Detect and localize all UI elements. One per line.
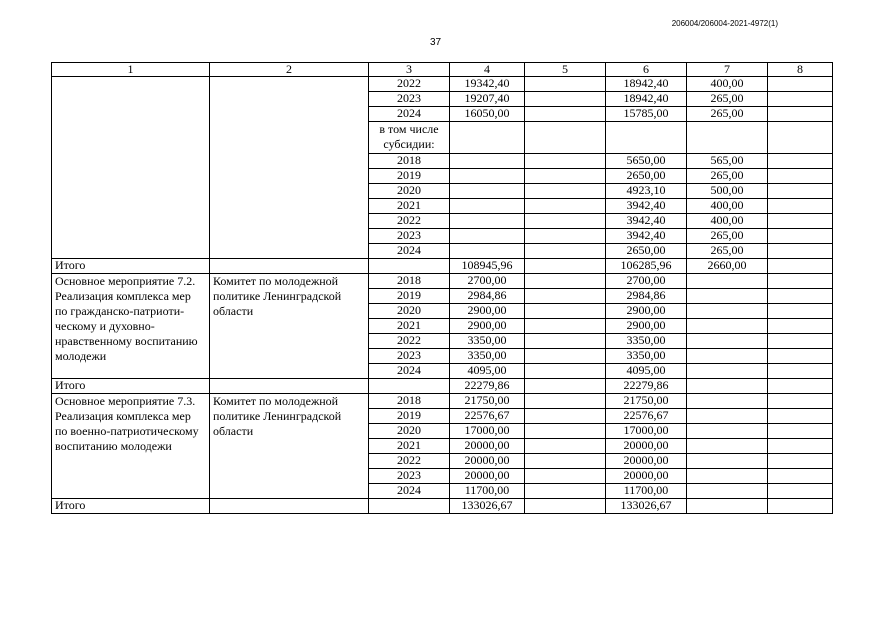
- table-header-row: [52, 63, 833, 77]
- amount-cell: 2900,00: [606, 304, 687, 319]
- empty-cell: [525, 439, 606, 454]
- year-cell: 2018: [369, 154, 450, 169]
- amount-cell: 2984,86: [450, 289, 525, 304]
- total-row: [52, 379, 833, 394]
- table-row: [52, 77, 833, 92]
- empty-cell: [450, 229, 525, 244]
- empty-cell: [525, 92, 606, 107]
- total-amount: 106285,96: [606, 259, 687, 274]
- amount-cell: 20000,00: [450, 439, 525, 454]
- total-amount: 133026,67: [606, 499, 687, 514]
- empty-cell: [525, 454, 606, 469]
- executor-cell: Комитет по молодежной политике Ленинградской области: [210, 394, 369, 499]
- year-cell: 2018: [369, 394, 450, 409]
- year-cell: 2021: [369, 199, 450, 214]
- amount-cell: 15785,00: [606, 107, 687, 122]
- empty-cell: [525, 122, 606, 154]
- empty-cell: [606, 122, 687, 154]
- empty-cell: [768, 499, 833, 514]
- empty-cell: [450, 184, 525, 199]
- amount-cell: 2650,00: [606, 244, 687, 259]
- empty-cell: [210, 499, 369, 514]
- total-amount: 22279,86: [450, 379, 525, 394]
- amount-cell: 16050,00: [450, 107, 525, 122]
- year-cell: 2023: [369, 469, 450, 484]
- empty-cell: [768, 77, 833, 92]
- empty-cell: [450, 244, 525, 259]
- amount-cell: 20000,00: [606, 439, 687, 454]
- empty-cell: [768, 154, 833, 169]
- amount-cell: 2984,86: [606, 289, 687, 304]
- subsidy-label: в том числе субсидии:: [369, 122, 450, 154]
- amount-cell: 400,00: [687, 77, 768, 92]
- empty-cell: [687, 334, 768, 349]
- empty-cell: [687, 484, 768, 499]
- empty-cell: [525, 77, 606, 92]
- year-cell: 2020: [369, 184, 450, 199]
- amount-cell: 2900,00: [450, 319, 525, 334]
- amount-cell: 265,00: [687, 169, 768, 184]
- empty-cell: [525, 499, 606, 514]
- amount-cell: 11700,00: [606, 484, 687, 499]
- empty-cell: [768, 334, 833, 349]
- amount-cell: 3350,00: [450, 349, 525, 364]
- empty-cell: [525, 394, 606, 409]
- column-header: 4: [450, 63, 525, 77]
- year-cell: 2021: [369, 319, 450, 334]
- year-cell: 2022: [369, 77, 450, 92]
- year-cell: 2019: [369, 289, 450, 304]
- year-cell: 2020: [369, 424, 450, 439]
- empty-cell: [525, 409, 606, 424]
- amount-cell: 18942,40: [606, 92, 687, 107]
- column-header: 6: [606, 63, 687, 77]
- amount-cell: 4095,00: [606, 364, 687, 379]
- amount-cell: 265,00: [687, 244, 768, 259]
- year-cell: 2024: [369, 107, 450, 122]
- amount-cell: 2700,00: [450, 274, 525, 289]
- empty-cell: [525, 244, 606, 259]
- document-id: 206004/206004-2021-4972(1): [671, 19, 778, 28]
- total-amount: 22279,86: [606, 379, 687, 394]
- empty-cell: [768, 364, 833, 379]
- column-header: 3: [369, 63, 450, 77]
- empty-cell: [525, 259, 606, 274]
- empty-cell: [525, 289, 606, 304]
- year-cell: 2020: [369, 304, 450, 319]
- column-header: 2: [210, 63, 369, 77]
- empty-cell: [768, 349, 833, 364]
- amount-cell: 400,00: [687, 214, 768, 229]
- table-row: [52, 274, 833, 289]
- amount-cell: 19342,40: [450, 77, 525, 92]
- empty-cell: [768, 184, 833, 199]
- empty-cell: [525, 199, 606, 214]
- column-header: 8: [768, 63, 833, 77]
- empty-cell: [687, 439, 768, 454]
- amount-cell: 565,00: [687, 154, 768, 169]
- amount-cell: 3942,40: [606, 199, 687, 214]
- amount-cell: 11700,00: [450, 484, 525, 499]
- total-amount: 108945,96: [450, 259, 525, 274]
- empty-cell: [450, 169, 525, 184]
- empty-cell: [525, 379, 606, 394]
- empty-cell: [768, 454, 833, 469]
- empty-cell: [687, 289, 768, 304]
- empty-cell: [525, 229, 606, 244]
- empty-cell: [687, 379, 768, 394]
- empty-cell: [525, 214, 606, 229]
- amount-cell: 21750,00: [606, 394, 687, 409]
- empty-cell: [450, 154, 525, 169]
- amount-cell: 21750,00: [450, 394, 525, 409]
- empty-cell: [768, 259, 833, 274]
- empty-cell: [687, 454, 768, 469]
- year-cell: 2019: [369, 169, 450, 184]
- amount-cell: 4095,00: [450, 364, 525, 379]
- amount-cell: 2700,00: [606, 274, 687, 289]
- empty-cell: [768, 394, 833, 409]
- total-label: Итого: [52, 259, 210, 274]
- year-cell: 2024: [369, 244, 450, 259]
- total-amount: 133026,67: [450, 499, 525, 514]
- amount-cell: 18942,40: [606, 77, 687, 92]
- year-cell: 2018: [369, 274, 450, 289]
- empty-cell: [525, 424, 606, 439]
- table-row: [52, 394, 833, 409]
- empty-cell: [525, 469, 606, 484]
- empty-cell: [369, 499, 450, 514]
- year-cell: 2022: [369, 214, 450, 229]
- amount-cell: 4923,10: [606, 184, 687, 199]
- empty-cell: [687, 364, 768, 379]
- executor-cell: Комитет по молодежной политике Ленинградской области: [210, 274, 369, 379]
- empty-cell: [525, 484, 606, 499]
- amount-cell: 22576,67: [606, 409, 687, 424]
- empty-cell: [768, 289, 833, 304]
- amount-cell: 400,00: [687, 199, 768, 214]
- empty-cell: [768, 214, 833, 229]
- total-row: [52, 259, 833, 274]
- empty-cell: [768, 244, 833, 259]
- amount-cell: 265,00: [687, 229, 768, 244]
- empty-cell: [768, 319, 833, 334]
- empty-cell: [687, 499, 768, 514]
- year-cell: 2022: [369, 334, 450, 349]
- empty-cell: [450, 214, 525, 229]
- empty-cell: [768, 229, 833, 244]
- empty-cell: [525, 274, 606, 289]
- amount-cell: 3942,40: [606, 229, 687, 244]
- amount-cell: 3350,00: [606, 334, 687, 349]
- amount-cell: 265,00: [687, 107, 768, 122]
- empty-cell: [525, 107, 606, 122]
- budget-table: [51, 62, 833, 514]
- empty-cell: [210, 379, 369, 394]
- empty-cell: [369, 379, 450, 394]
- column-header: 1: [52, 63, 210, 77]
- empty-cell: [768, 379, 833, 394]
- column-header: 7: [687, 63, 768, 77]
- empty-cell: [768, 424, 833, 439]
- total-amount: 2660,00: [687, 259, 768, 274]
- empty-cell: [369, 259, 450, 274]
- empty-cell: [450, 122, 525, 154]
- empty-cell: [525, 169, 606, 184]
- amount-cell: 500,00: [687, 184, 768, 199]
- empty-cell: [687, 424, 768, 439]
- year-cell: 2024: [369, 364, 450, 379]
- empty-cell: [687, 319, 768, 334]
- year-cell: 2021: [369, 439, 450, 454]
- year-cell: 2023: [369, 92, 450, 107]
- empty-cell: [525, 184, 606, 199]
- empty-cell: [768, 409, 833, 424]
- empty-cell: [687, 122, 768, 154]
- empty-cell: [768, 107, 833, 122]
- empty-cell: [525, 334, 606, 349]
- total-label: Итого: [52, 379, 210, 394]
- measure-title-cell: [52, 77, 210, 259]
- amount-cell: 20000,00: [606, 469, 687, 484]
- executor-cell: [210, 77, 369, 259]
- amount-cell: 265,00: [687, 92, 768, 107]
- total-label: Итого: [52, 499, 210, 514]
- empty-cell: [768, 122, 833, 154]
- amount-cell: 2900,00: [450, 304, 525, 319]
- empty-cell: [768, 199, 833, 214]
- empty-cell: [768, 92, 833, 107]
- amount-cell: 2650,00: [606, 169, 687, 184]
- empty-cell: [687, 394, 768, 409]
- empty-cell: [768, 439, 833, 454]
- amount-cell: 3350,00: [606, 349, 687, 364]
- amount-cell: 20000,00: [606, 454, 687, 469]
- amount-cell: 17000,00: [450, 424, 525, 439]
- empty-cell: [768, 304, 833, 319]
- empty-cell: [525, 349, 606, 364]
- empty-cell: [687, 274, 768, 289]
- amount-cell: 19207,40: [450, 92, 525, 107]
- amount-cell: 22576,67: [450, 409, 525, 424]
- year-cell: 2022: [369, 454, 450, 469]
- page-number: 37: [429, 37, 442, 48]
- year-cell: 2023: [369, 349, 450, 364]
- empty-cell: [210, 259, 369, 274]
- empty-cell: [687, 304, 768, 319]
- empty-cell: [768, 169, 833, 184]
- measure-title-cell: Основное мероприятие 7.3. Реализация комплекса мер по военно-патриотическому воспитанию молодежи: [52, 394, 210, 499]
- empty-cell: [525, 364, 606, 379]
- empty-cell: [768, 274, 833, 289]
- amount-cell: 17000,00: [606, 424, 687, 439]
- measure-title-cell: Основное мероприятие 7.2. Реализация комплекса мер по гражданско-патриоти-ческому и духовно-нравственному воспитанию молодежи: [52, 274, 210, 379]
- year-cell: 2019: [369, 409, 450, 424]
- empty-cell: [687, 349, 768, 364]
- empty-cell: [525, 304, 606, 319]
- amount-cell: 20000,00: [450, 454, 525, 469]
- year-cell: 2023: [369, 229, 450, 244]
- amount-cell: 20000,00: [450, 469, 525, 484]
- year-cell: 2024: [369, 484, 450, 499]
- empty-cell: [687, 469, 768, 484]
- column-header: 5: [525, 63, 606, 77]
- amount-cell: 2900,00: [606, 319, 687, 334]
- empty-cell: [768, 469, 833, 484]
- empty-cell: [687, 409, 768, 424]
- total-row: [52, 499, 833, 514]
- amount-cell: 3942,40: [606, 214, 687, 229]
- amount-cell: 5650,00: [606, 154, 687, 169]
- empty-cell: [525, 319, 606, 334]
- empty-cell: [450, 199, 525, 214]
- empty-cell: [768, 484, 833, 499]
- empty-cell: [525, 154, 606, 169]
- amount-cell: 3350,00: [450, 334, 525, 349]
